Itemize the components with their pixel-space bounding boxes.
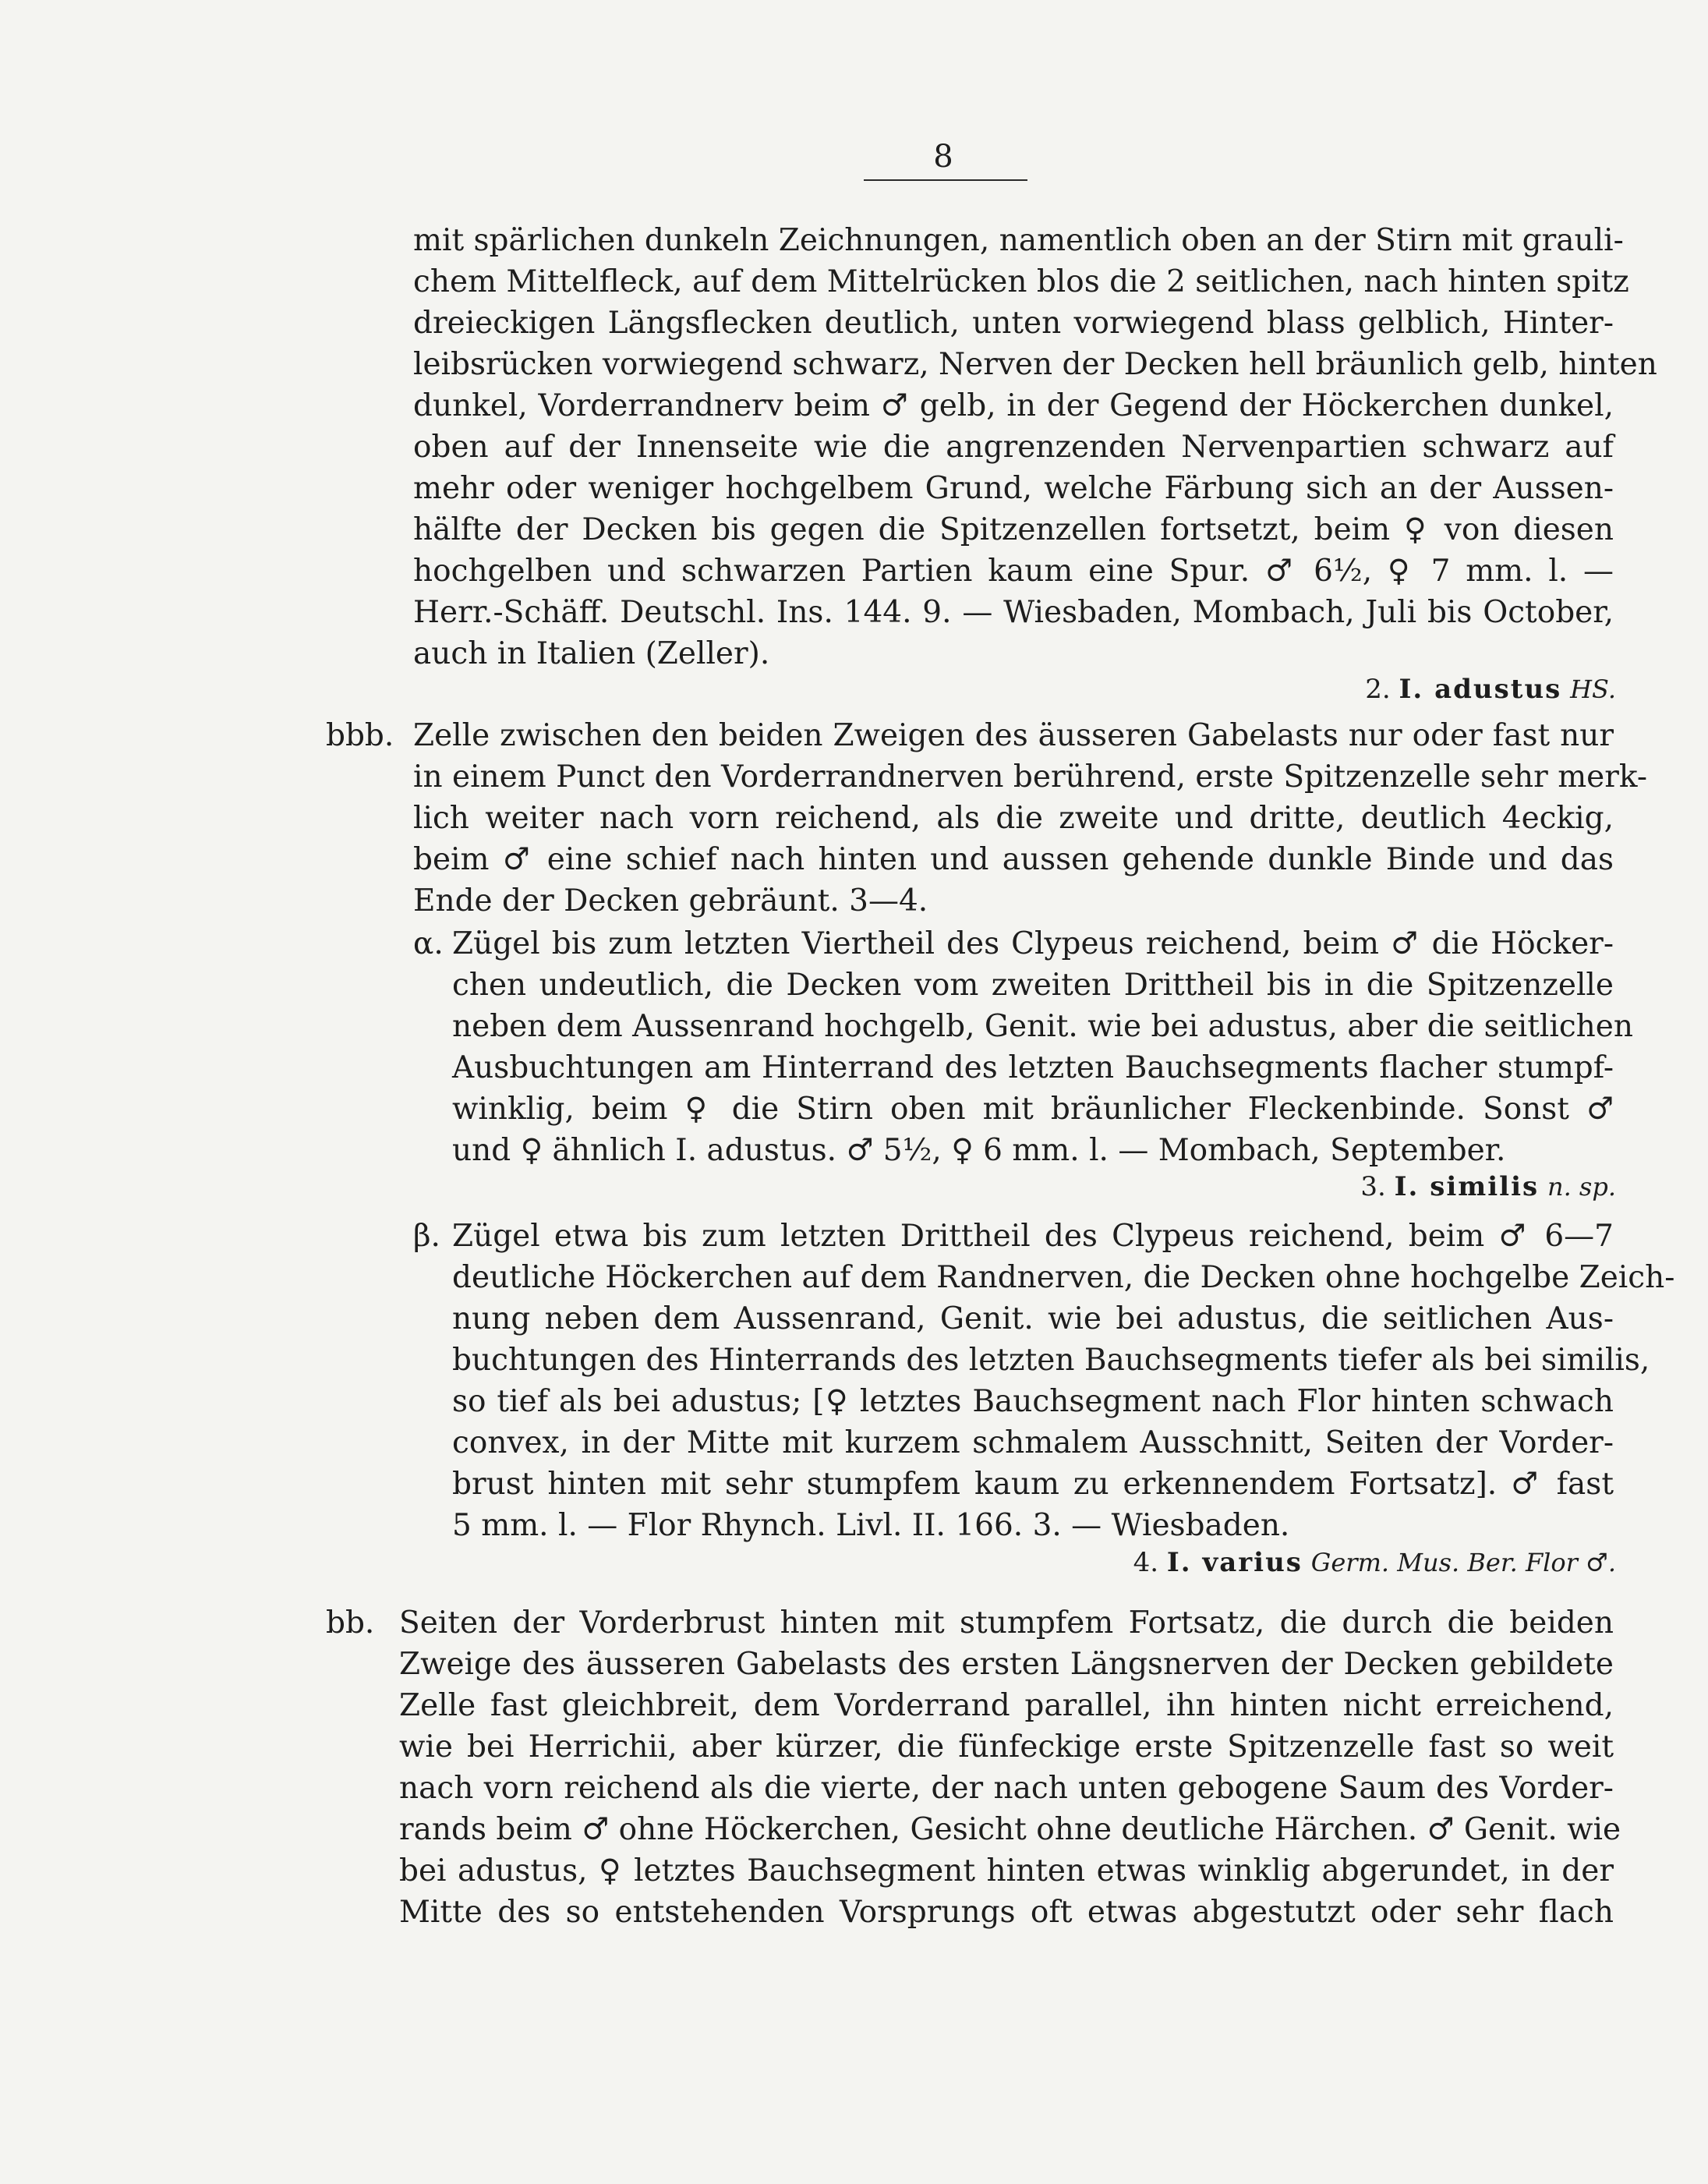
- text-line: buchtungen des Hinterrands des letzten Bauchsegments tiefer als bei similis,: [452, 1343, 1650, 1378]
- key-label-bb: bb.: [326, 1605, 375, 1641]
- text-line: Ende der Decken gebräunt. 3—4.: [413, 883, 928, 919]
- text-line: mit spärlichen dunkeln Zeichnungen, namentlich oben an der Stirn mit grauli-: [413, 223, 1624, 258]
- species-name: I. adustus: [1399, 674, 1562, 705]
- species-name: I. similis: [1394, 1171, 1540, 1202]
- text-line: Mitte des so entstehenden Vorsprungs oft etwas abgestutzt oder sehr flach: [399, 1895, 1614, 1930]
- text-line: nach vorn reichend als die vierte, der nach unten gebogene Saum des Vorder-: [399, 1771, 1614, 1806]
- text-line: lich weiter nach vorn reichend, als die zweite und dritte, deutlich 4eckig,: [413, 801, 1614, 836]
- text-line: wie bei Herrichii, aber kürzer, die fünfeckige erste Spitzenzelle fast so weit: [399, 1729, 1614, 1765]
- key-label-bbb: bbb.: [326, 718, 394, 753]
- text-line: convex, in der Mitte mit kurzem schmalem Ausschnitt, Seiten der Vorder-: [452, 1425, 1614, 1460]
- species-heading-similis: [1360, 1166, 1616, 1207]
- text-line: mehr oder weniger hochgelbem Grund, welche Färbung sich an der Aussen-: [413, 471, 1614, 506]
- text-line: Zelle fast gleichbreit, dem Vorderrand parallel, ihn hinten nicht erreichend,: [399, 1688, 1614, 1723]
- text-line: neben dem Aussenrand hochgelb, Genit. wie bei adustus, aber die seitlichen: [452, 1009, 1633, 1044]
- text-line: brust hinten mit sehr stumpfem kaum zu erkennendem Fortsatz]. ♂ fast: [452, 1467, 1614, 1502]
- species-heading-varius: [1133, 1542, 1616, 1583]
- text-line: auch in Italien (Zeller).: [413, 636, 770, 671]
- text-line: beim ♂ eine schief nach hinten und aussen gehende dunkle Binde und das: [413, 842, 1614, 877]
- species-number: 4.: [1133, 1547, 1159, 1578]
- key-label-beta: β.: [413, 1219, 440, 1254]
- text-line: chem Mittelfleck, auf dem Mittelrücken blos die 2 seitlichen, nach hinten spitz: [413, 264, 1629, 299]
- text-line: dunkel, Vorderrandnerv beim ♂ gelb, in der Gegend der Höckerchen dunkel,: [413, 388, 1614, 423]
- page-number: 8: [933, 139, 953, 175]
- text-line: leibsrücken vorwiegend schwarz, Nerven der Decken hell bräunlich gelb, hinten: [413, 347, 1657, 382]
- header-rule: [864, 179, 1027, 181]
- key-label-alpha: α.: [413, 926, 444, 961]
- text-line: nung neben dem Aussenrand, Genit. wie bei adustus, die seitlichen Aus-: [452, 1301, 1614, 1336]
- text-line: Zweige des äusseren Gabelasts des ersten Längsnerven der Decken gebildete: [399, 1647, 1614, 1682]
- species-author: n. sp.: [1547, 1172, 1616, 1202]
- species-author: HS.: [1570, 674, 1616, 704]
- text-line: so tief als bei adustus; [♀ letztes Bauchsegment nach Flor hinten schwach: [452, 1384, 1614, 1419]
- species-name: I. varius: [1166, 1547, 1303, 1578]
- species-number: 2.: [1365, 674, 1391, 705]
- text-line: 5 mm. l. — Flor Rhynch. Livl. II. 166. 3. — Wiesbaden.: [452, 1508, 1290, 1543]
- text-line: Zügel bis zum letzten Viertheil des Clypeus reichend, beim ♂ die Höcker-: [452, 926, 1614, 961]
- text-line: dreieckigen Längsflecken deutlich, unten vorwiegend blass gelblich, Hinter-: [413, 306, 1614, 341]
- text-line: Zelle zwischen den beiden Zweigen des äusseren Gabelasts nur oder fast nur: [413, 718, 1614, 753]
- text-line: Seiten der Vorderbrust hinten mit stumpfem Fortsatz, die durch die beiden: [399, 1605, 1614, 1641]
- text-line: oben auf der Innenseite wie die angrenzenden Nervenpartien schwarz auf: [413, 430, 1614, 465]
- text-line: bei adustus, ♀ letztes Bauchsegment hinten etwas winklig abgerundet, in der: [399, 1853, 1614, 1888]
- species-author: Germ. Mus. Ber. Flor ♂.: [1310, 1548, 1616, 1577]
- text-line: winklig, beim ♀ die Stirn oben mit bräunlicher Fleckenbinde. Sonst ♂: [452, 1092, 1614, 1127]
- text-line: deutliche Höckerchen auf dem Randnerven, die Decken ohne hochgelbe Zeich-: [452, 1260, 1675, 1295]
- text-line: und ♀ ähnlich I. adustus. ♂ 5½, ♀ 6 mm. l. — Mombach, September.: [452, 1133, 1506, 1168]
- species-heading-adustus: [1365, 669, 1616, 710]
- text-line: Ausbuchtungen am Hinterrand des letzten Bauchsegments flacher stumpf-: [452, 1050, 1614, 1085]
- text-line: in einem Punct den Vorderrandnerven berührend, erste Spitzenzelle sehr merk-: [413, 759, 1648, 795]
- text-line: chen undeutlich, die Decken vom zweiten Drittheil bis in die Spitzenzelle: [452, 968, 1614, 1003]
- species-number: 3.: [1360, 1171, 1386, 1202]
- text-line: Herr.-Schäff. Deutschl. Ins. 144. 9. — Wiesbaden, Mombach, Juli bis October,: [413, 595, 1614, 630]
- text-line: hälfte der Decken bis gegen die Spitzenzellen fortsetzt, beim ♀ von diesen: [413, 512, 1614, 547]
- text-line: Zügel etwa bis zum letzten Drittheil des Clypeus reichend, beim ♂ 6—7: [452, 1219, 1614, 1254]
- text-line: hochgelben und schwarzen Partien kaum eine Spur. ♂ 6½, ♀ 7 mm. l. —: [413, 554, 1614, 589]
- text-line: rands beim ♂ ohne Höckerchen, Gesicht ohne deutliche Härchen. ♂ Genit. wie: [399, 1812, 1621, 1847]
